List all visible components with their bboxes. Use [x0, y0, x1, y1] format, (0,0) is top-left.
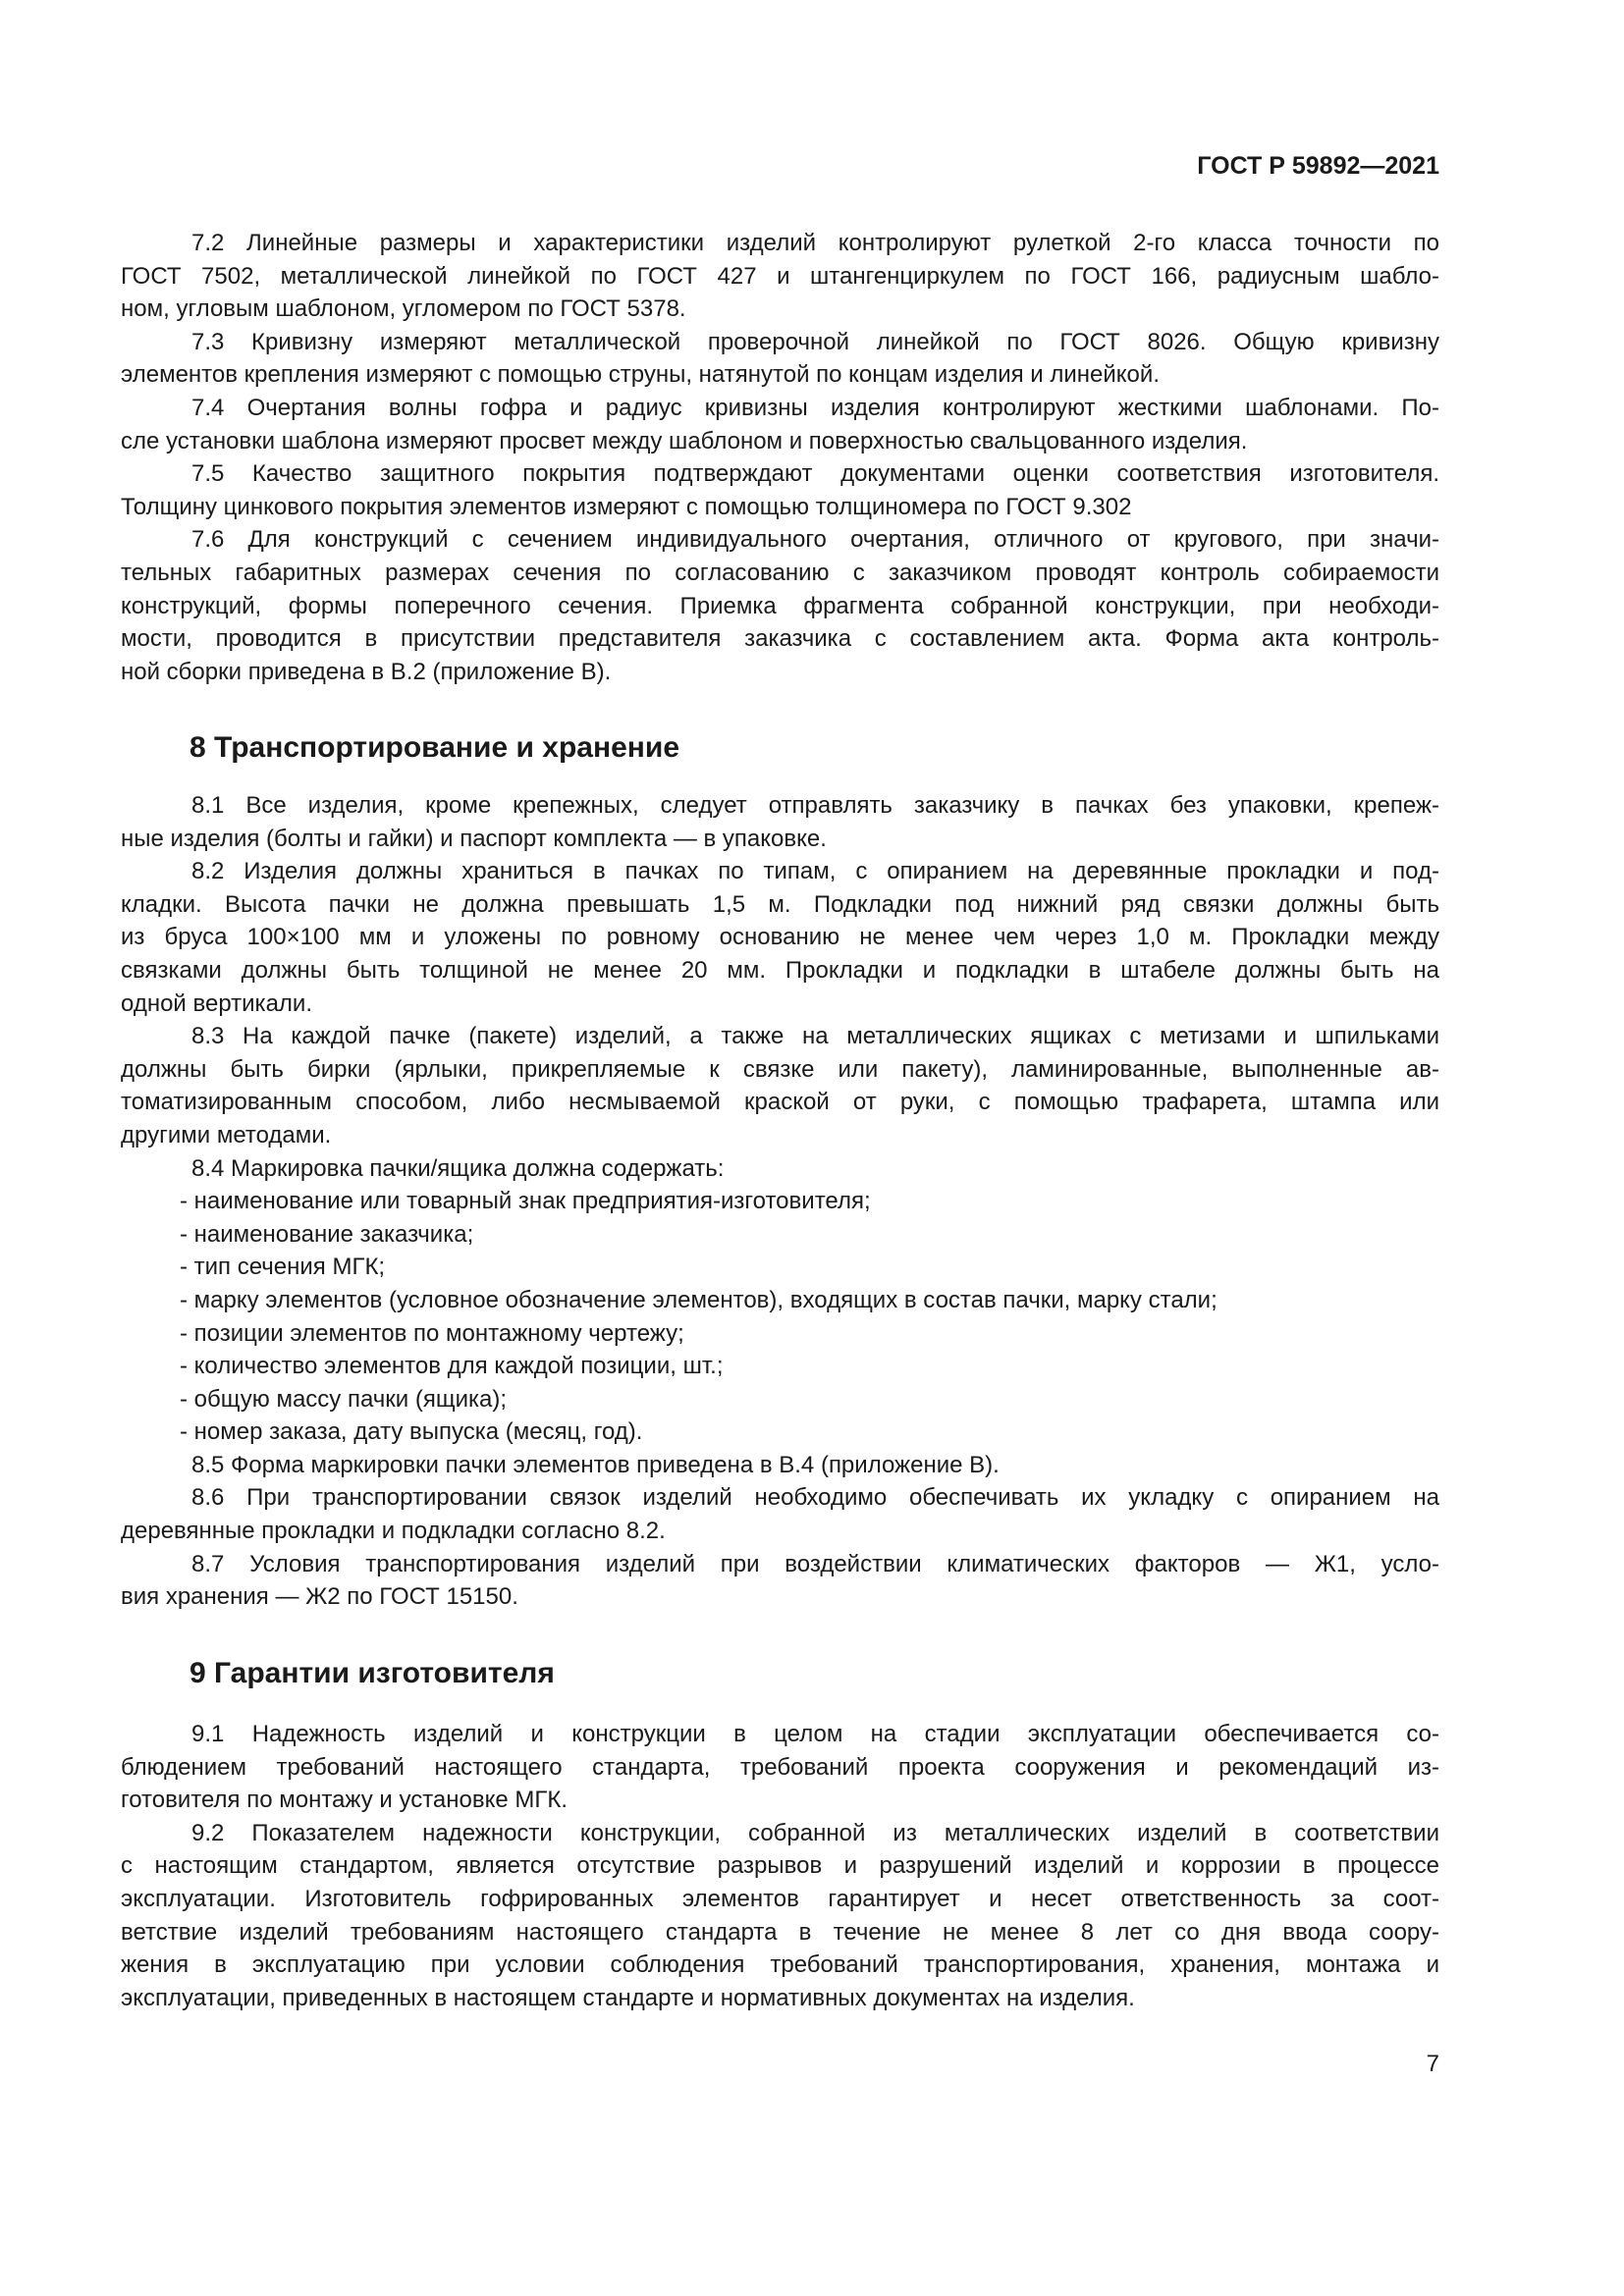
text-line: тельных габаритных размерах сечения по согласованию с заказчиком проводят контроль собираемости — [121, 559, 1439, 586]
text-line: - наименование или товарный знак предприятия-изготовителя; — [180, 1188, 871, 1215]
text-line: одной вертикали. — [121, 989, 312, 1017]
text-line: 7.3 Кривизну измеряют металлической проверочной линейкой по ГОСТ 8026. Общую кривизну — [191, 328, 1439, 355]
paragraph — [121, 1817, 1439, 2015]
document-designation: ГОСТ Р 59892—2021 — [1197, 152, 1439, 180]
paragraph — [121, 1718, 1439, 1817]
text-line: блюдением требований настоящего стандарта, требований проекта сооружения и рекомендаций из- — [121, 1753, 1439, 1781]
list-item — [121, 1185, 1439, 1218]
text-line: - тип сечения МГК; — [180, 1254, 386, 1281]
text-line: 7.5 Качество защитного покрытия подтверждают документами оценки соответствия изготовителя. — [191, 460, 1439, 488]
paragraph — [121, 789, 1439, 855]
text-line: 8.2 Изделия должны храниться в пачках по типам, с опиранием на деревянные прокладки и под- — [191, 858, 1439, 885]
text-line: ГОСТ 7502, металлической линейкой по ГОСТ 427 и штангенциркулем по ГОСТ 166, радиусным шабло- — [121, 262, 1439, 290]
text-line: 9.2 Показателем надежности конструкции, собранной из металлических изделий в соответствии — [191, 1819, 1439, 1846]
text-line: 8.6 При транспортировании связок изделий необходимо обеспечивать их укладку с опиранием на — [191, 1484, 1439, 1512]
section-9-body — [121, 1718, 1439, 2014]
text-line: 9.1 Надежность изделий и конструкции в целом на стадии эксплуатации обеспечивается со- — [191, 1721, 1439, 1747]
paragraph — [121, 1152, 1439, 1186]
text-line: - марку элементов (условное обозначение элементов), входящих в состав пачки, марку стали; — [180, 1286, 1218, 1313]
text-line: - номер заказа, дату выпуска (месяц, год). — [180, 1418, 643, 1446]
text-line: с настоящим стандартом, является отсутствие разрывов и разрушений изделий и коррозии в процессе — [121, 1852, 1439, 1880]
text-line: мости, проводится в присутствии представителя заказчика с составлением акта. Форма акта контроль- — [121, 625, 1439, 653]
text-line: ные изделия (болты и гайки) и паспорт комплекта — в упаковке. — [121, 825, 827, 852]
text-line: готовителя по монтажу и установке МГК. — [121, 1787, 568, 1814]
section-8-heading: 8 Транспортирование и хранение — [189, 731, 680, 764]
text-line: должны быть бирки (ярлыки, прикрепляемые к связке или пакету), ламинированные, выполненные ав- — [121, 1055, 1439, 1083]
list-item — [121, 1284, 1439, 1317]
text-line: ной сборки приведена в В.2 (приложение В). — [121, 658, 612, 685]
paragraph — [121, 523, 1439, 688]
text-line: эксплуатации. Изготовитель гофрированных элементов гарантирует и несет ответственность за соот- — [121, 1885, 1439, 1912]
paragraph — [121, 1481, 1439, 1547]
section-9-heading: 9 Гарантии изготовителя — [189, 1657, 555, 1689]
text-line: конструкций, формы поперечного сечения. Приемка фрагмента собранной конструкции, при необходи- — [121, 592, 1439, 619]
text-line: деревянные прокладки и подкладки согласно 8.2. — [121, 1518, 666, 1545]
list-item — [121, 1218, 1439, 1252]
text-line: ветствие изделий требованиям настоящего стандарта в течение не менее 8 лет со дня ввода соору- — [121, 1918, 1439, 1946]
text-line: сле установки шаблона измеряют просвет между шаблоном и поверхностью свальцованного изделия. — [121, 427, 1248, 454]
text-line: - позиции элементов по монтажному чертежу; — [180, 1319, 684, 1347]
text-line: 7.4 Очертания волны гофра и радиус кривизны изделия контролируют жесткими шаблонами. По- — [191, 394, 1439, 421]
text-line: 8.1 Все изделия, кроме крепежных, следует отправлять заказчику в пачках без упаковки, крепеж- — [191, 792, 1439, 819]
paragraph — [121, 1020, 1439, 1151]
section-8-body — [121, 789, 1439, 1614]
paragraph — [121, 1548, 1439, 1614]
list-item — [121, 1251, 1439, 1284]
paragraph — [121, 227, 1439, 326]
text-line: жения в эксплуатацию при условии соблюдения требований транспортирования, хранения, монтажа и — [121, 1951, 1439, 1979]
text-line: 7.2 Линейные размеры и характеристики изделий контролируют рулеткой 2-го класса точности по — [191, 230, 1439, 256]
paragraph — [121, 392, 1439, 457]
paragraph — [121, 457, 1439, 523]
text-line: Толщину цинкового покрытия элементов измеряют с помощью толщиномера по ГОСТ 9.302 — [121, 493, 1132, 520]
text-line: ном, угловым шаблоном, угломером по ГОСТ 5378. — [121, 295, 686, 323]
list-item — [121, 1350, 1439, 1383]
text-line: элементов крепления измеряют с помощью струны, натянутой по концам изделия и линейкой. — [121, 361, 1160, 389]
text-line: 7.6 Для конструкций с сечением индивидуального очертания, отличного от кругового, при значи- — [191, 526, 1439, 554]
text-line: из бруса 100×100 мм и уложены по ровному основанию не менее чем через 1,0 м. Прокладки между — [121, 924, 1439, 951]
text-line: 8.3 На каждой пачке (пакете) изделий, а также на металлических ящиках с метизами и шпильками — [191, 1023, 1439, 1050]
paragraph — [121, 855, 1439, 1020]
paragraph — [121, 1449, 1439, 1482]
text-line: 8.5 Форма маркировки пачки элементов приведена в В.4 (приложение В). — [191, 1451, 1000, 1478]
text-line: - наименование заказчика; — [180, 1220, 474, 1248]
section-7-body — [121, 227, 1439, 688]
text-line: связками должны быть толщиной не менее 20 мм. Прокладки и подкладки в штабеле должны быть на — [121, 956, 1439, 984]
list-item — [121, 1415, 1439, 1449]
paragraph — [121, 326, 1439, 392]
page-number: 7 — [1426, 2051, 1439, 2077]
text-line: эксплуатации, приведенных в настоящем стандарте и нормативных документах на изделия. — [121, 1984, 1135, 2011]
text-line: - количество элементов для каждой позиции, шт.; — [180, 1353, 724, 1380]
text-line: 8.7 Условия транспортирования изделий при воздействии климатических факторов — Ж1, усло- — [191, 1550, 1439, 1577]
list-item — [121, 1317, 1439, 1351]
list-item — [121, 1383, 1439, 1416]
text-line: другими методами. — [121, 1121, 332, 1148]
text-line: 8.4 Маркировка пачки/ящика должна содержать: — [191, 1154, 725, 1182]
text-line: томатизированным способом, либо несмываемой краской от руки, с помощью трафарета, штампа или — [121, 1089, 1439, 1116]
text-line: - общую массу пачки (ящика); — [180, 1385, 508, 1413]
text-line: вия хранения — Ж2 по ГОСТ 15150. — [121, 1583, 518, 1611]
text-line: кладки. Высота пачки не должна превышать 1,5 м. Подкладки под нижний ряд связки должны быть — [121, 890, 1439, 918]
